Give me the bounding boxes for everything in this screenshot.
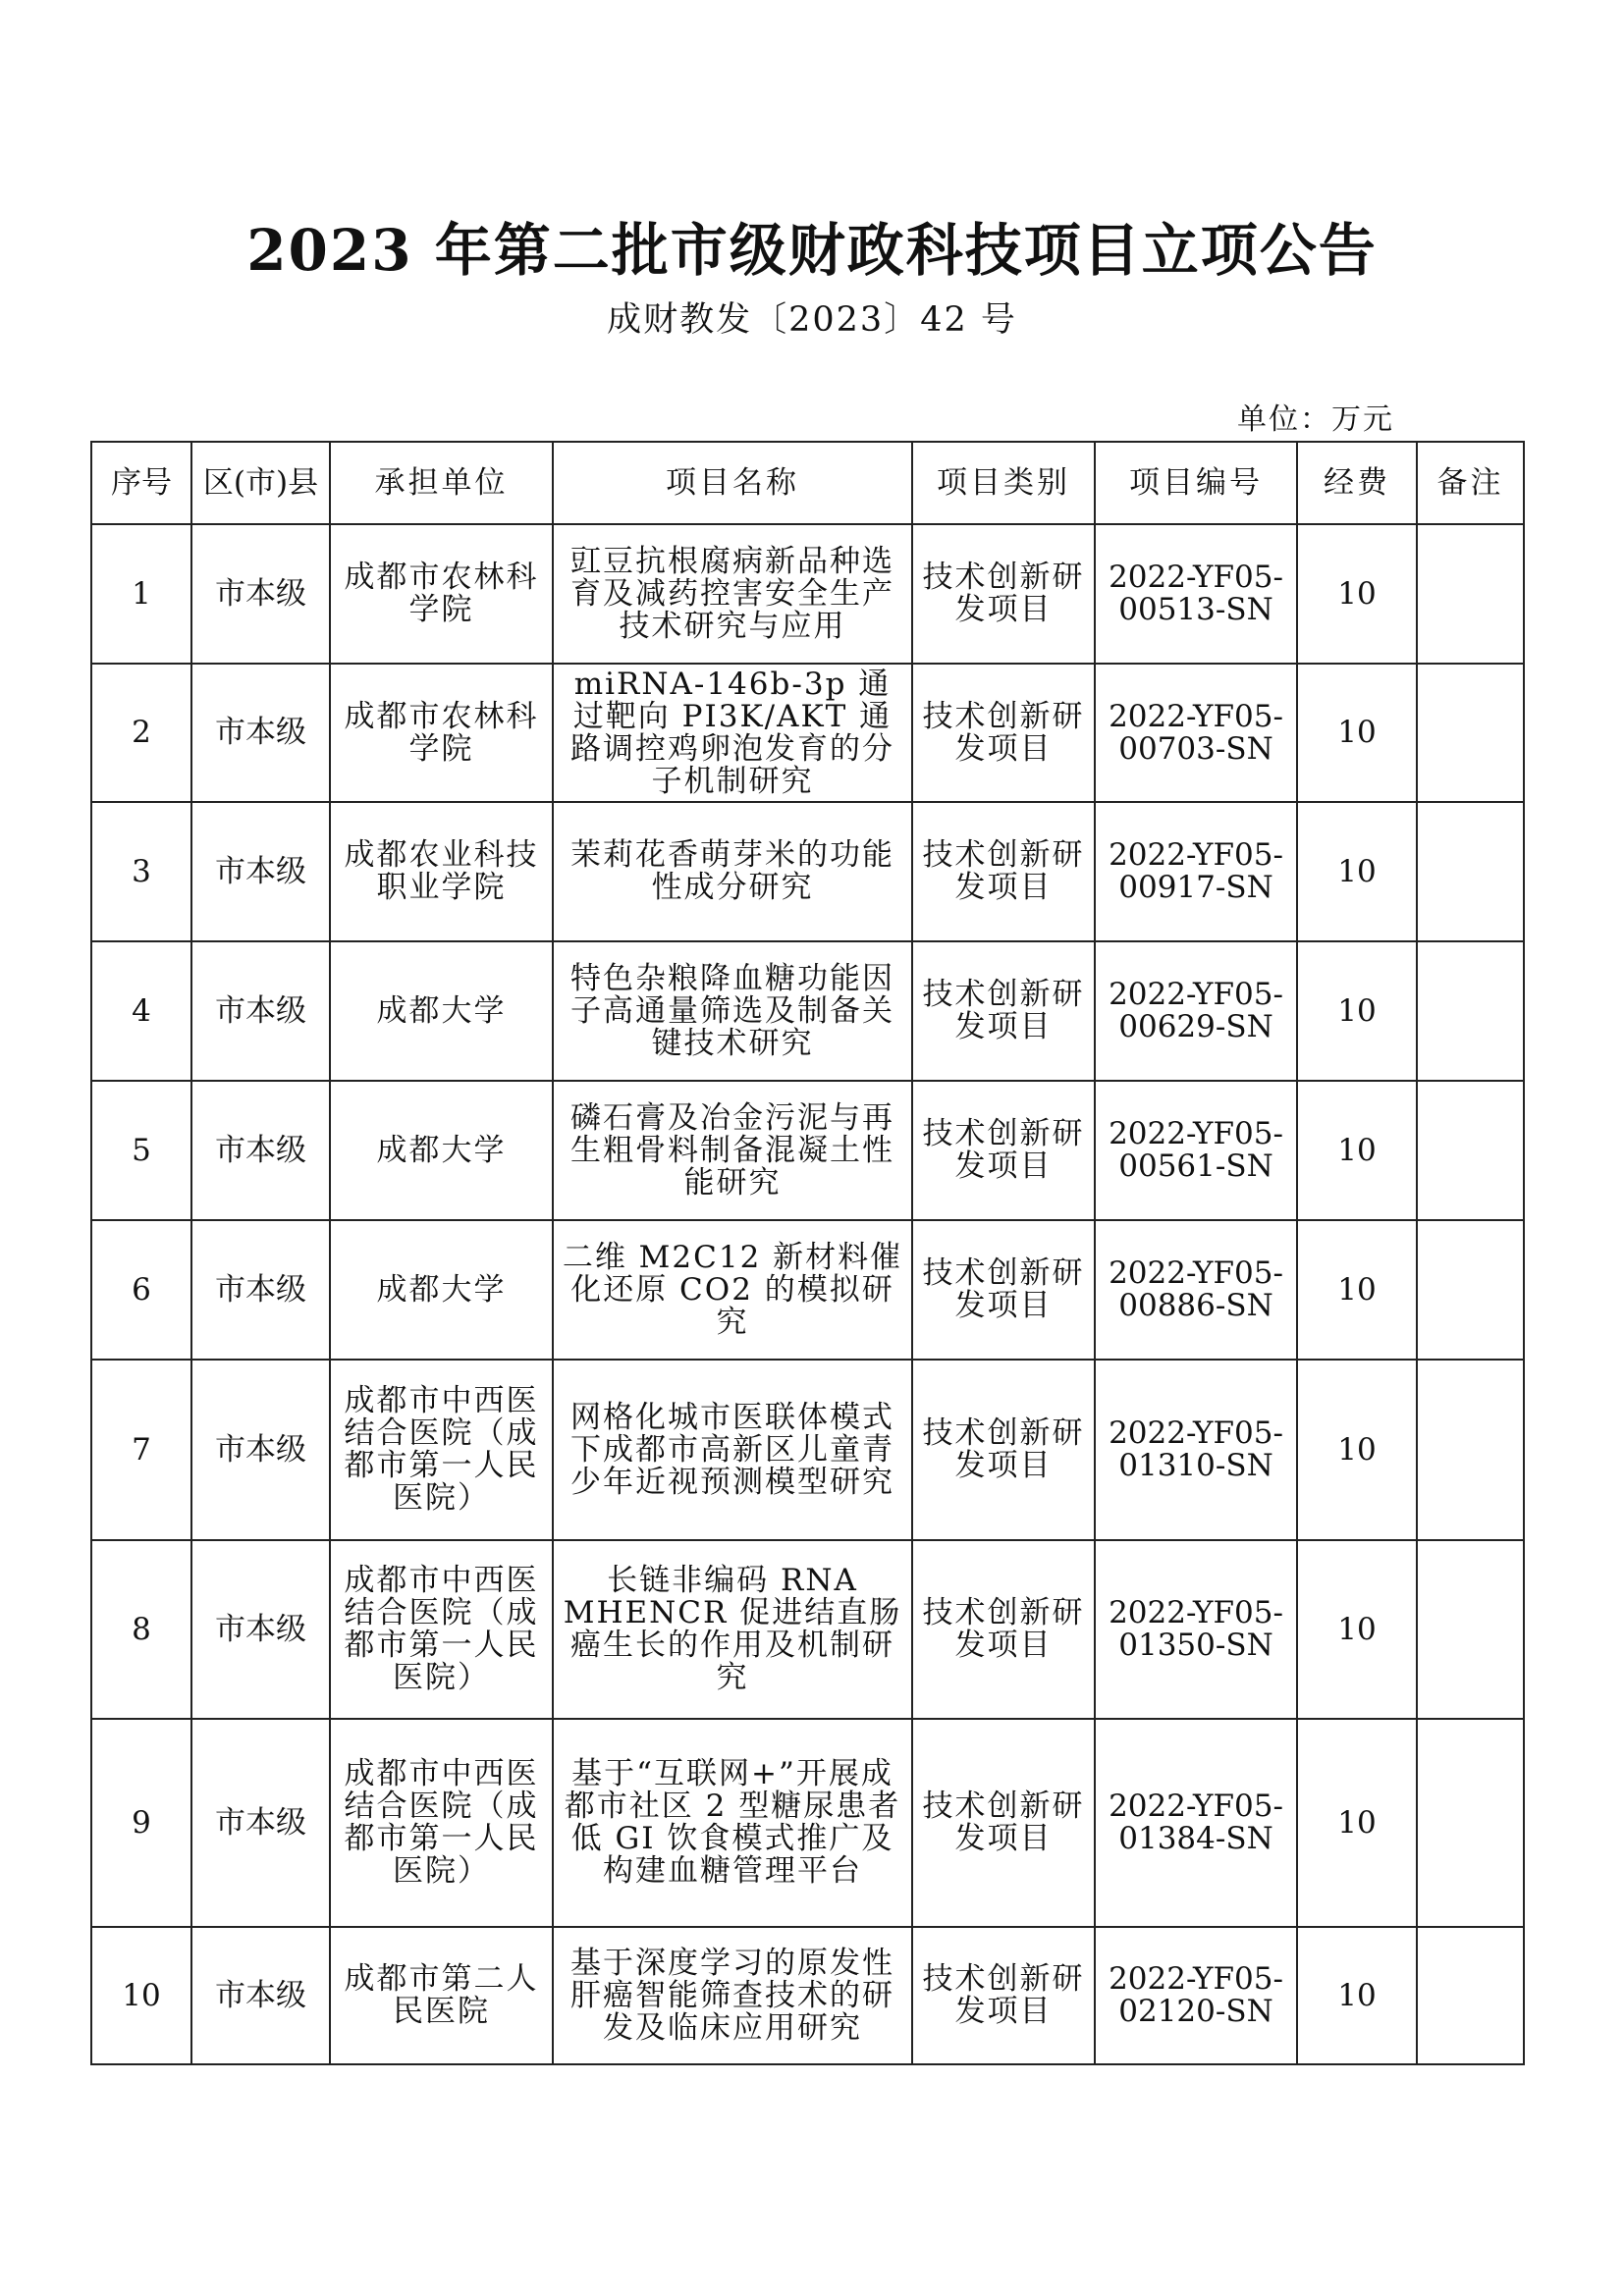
row-funding: 10 <box>1297 802 1417 941</box>
row-project-code: 2022-YF05-01310-SN <box>1095 1360 1297 1540</box>
row-remarks <box>1417 1540 1524 1719</box>
row-remarks <box>1417 941 1524 1081</box>
row-district: 市本级 <box>191 1927 330 2064</box>
row-project-code: 2022-YF05-01350-SN <box>1095 1540 1297 1719</box>
row-remarks <box>1417 1927 1524 2064</box>
row-index: 5 <box>91 1081 191 1220</box>
row-project-name: 二维 M2C12 新材料催化还原 CO2 的模拟研究 <box>553 1220 912 1360</box>
row-project-code: 2022-YF05-00513-SN <box>1095 524 1297 664</box>
row-funding: 10 <box>1297 1220 1417 1360</box>
row-project-code: 2022-YF05-00917-SN <box>1095 802 1297 941</box>
table-row <box>91 802 1524 941</box>
table-row <box>91 941 1524 1081</box>
row-project-name: 豇豆抗根腐病新品种选育及减药控害安全生产技术研究与应用 <box>553 524 912 664</box>
row-index: 2 <box>91 664 191 802</box>
row-remarks <box>1417 1719 1524 1927</box>
row-project-name: 磷石膏及冶金污泥与再生粗骨料制备混凝土性能研究 <box>553 1081 912 1220</box>
row-funding: 10 <box>1297 1927 1417 2064</box>
row-category: 技术创新研发项目 <box>912 802 1095 941</box>
row-category: 技术创新研发项目 <box>912 1220 1095 1360</box>
row-funding: 10 <box>1297 1540 1417 1719</box>
table-body <box>91 524 1524 2064</box>
row-category: 技术创新研发项目 <box>912 1927 1095 2064</box>
row-project-code: 2022-YF05-00703-SN <box>1095 664 1297 802</box>
row-project-name: 茉莉花香萌芽米的功能性成分研究 <box>553 802 912 941</box>
row-unit: 成都市中西医结合医院（成都市第一人民医院） <box>330 1360 553 1540</box>
row-project-name: 基于深度学习的原发性肝癌智能筛查技术的研发及临床应用研究 <box>553 1927 912 2064</box>
row-category: 技术创新研发项目 <box>912 524 1095 664</box>
row-district: 市本级 <box>191 1540 330 1719</box>
header-remarks: 备注 <box>1417 442 1524 524</box>
row-project-name: miRNA-146b-3p 通过靶向 PI3K/AKT 通路调控鸡卵泡发育的分子机制研究 <box>553 664 912 802</box>
table-row <box>91 524 1524 664</box>
document-title: 2023 年第二批市级财政科技项目立项公告 <box>246 217 1378 284</box>
table-row <box>91 1540 1524 1719</box>
row-unit: 成都大学 <box>330 941 553 1081</box>
row-category: 技术创新研发项目 <box>912 941 1095 1081</box>
header-unit: 承担单位 <box>330 442 553 524</box>
row-index: 8 <box>91 1540 191 1719</box>
row-district: 市本级 <box>191 1360 330 1540</box>
table-row <box>91 664 1524 802</box>
row-funding: 10 <box>1297 941 1417 1081</box>
row-district: 市本级 <box>191 664 330 802</box>
row-project-code: 2022-YF05-00886-SN <box>1095 1220 1297 1360</box>
row-index: 4 <box>91 941 191 1081</box>
row-funding: 10 <box>1297 1719 1417 1927</box>
row-district: 市本级 <box>191 1220 330 1360</box>
row-project-code: 2022-YF05-02120-SN <box>1095 1927 1297 2064</box>
row-category: 技术创新研发项目 <box>912 1360 1095 1540</box>
row-unit: 成都市中西医结合医院（成都市第一人民医院） <box>330 1540 553 1719</box>
row-project-code: 2022-YF05-01384-SN <box>1095 1719 1297 1927</box>
row-unit: 成都农业科技职业学院 <box>330 802 553 941</box>
row-funding: 10 <box>1297 1360 1417 1540</box>
row-remarks <box>1417 1081 1524 1220</box>
table-header-row <box>91 442 1524 524</box>
row-unit: 成都大学 <box>330 1220 553 1360</box>
table-row <box>91 1220 1524 1360</box>
row-remarks <box>1417 1220 1524 1360</box>
row-index: 10 <box>91 1927 191 2064</box>
row-unit: 成都市中西医结合医院（成都市第一人民医院） <box>330 1719 553 1927</box>
row-district: 市本级 <box>191 1081 330 1220</box>
row-project-name: 网格化城市医联体模式下成都市高新区儿童青少年近视预测模型研究 <box>553 1360 912 1540</box>
row-category: 技术创新研发项目 <box>912 1719 1095 1927</box>
row-project-name: 基于“互联网+”开展成都市社区 2 型糖尿患者低 GI 饮食模式推广及构建血糖管理平台 <box>553 1719 912 1927</box>
row-project-code: 2022-YF05-00561-SN <box>1095 1081 1297 1220</box>
document-number: 成财教发〔2023〕42 号 <box>607 300 1017 340</box>
project-table <box>90 441 1525 2065</box>
row-index: 7 <box>91 1360 191 1540</box>
row-funding: 10 <box>1297 524 1417 664</box>
row-funding: 10 <box>1297 1081 1417 1220</box>
row-district: 市本级 <box>191 524 330 664</box>
table-row <box>91 1081 1524 1220</box>
row-remarks <box>1417 524 1524 664</box>
row-category: 技术创新研发项目 <box>912 1081 1095 1220</box>
header-district: 区(市)县 <box>191 442 330 524</box>
row-district: 市本级 <box>191 802 330 941</box>
row-remarks <box>1417 1360 1524 1540</box>
row-project-name: 长链非编码 RNA MHENCR 促进结直肠癌生长的作用及机制研究 <box>553 1540 912 1719</box>
header-funding: 经费 <box>1297 442 1417 524</box>
row-remarks <box>1417 802 1524 941</box>
header-category: 项目类别 <box>912 442 1095 524</box>
row-unit: 成都大学 <box>330 1081 553 1220</box>
row-remarks <box>1417 664 1524 802</box>
row-unit: 成都市农林科学院 <box>330 524 553 664</box>
header-project-code: 项目编号 <box>1095 442 1297 524</box>
unit-label: 单位：万元 <box>1237 402 1394 437</box>
row-index: 3 <box>91 802 191 941</box>
table-row <box>91 1927 1524 2064</box>
row-index: 1 <box>91 524 191 664</box>
row-project-name: 特色杂粮降血糖功能因子高通量筛选及制备关键技术研究 <box>553 941 912 1081</box>
header-index: 序号 <box>91 442 191 524</box>
row-unit: 成都市第二人民医院 <box>330 1927 553 2064</box>
row-unit: 成都市农林科学院 <box>330 664 553 802</box>
table-row <box>91 1360 1524 1540</box>
row-district: 市本级 <box>191 941 330 1081</box>
row-category: 技术创新研发项目 <box>912 1540 1095 1719</box>
row-index: 9 <box>91 1719 191 1927</box>
table-row <box>91 1719 1524 1927</box>
row-project-code: 2022-YF05-00629-SN <box>1095 941 1297 1081</box>
row-funding: 10 <box>1297 664 1417 802</box>
row-district: 市本级 <box>191 1719 330 1927</box>
row-category: 技术创新研发项目 <box>912 664 1095 802</box>
header-project-name: 项目名称 <box>553 442 912 524</box>
row-index: 6 <box>91 1220 191 1360</box>
